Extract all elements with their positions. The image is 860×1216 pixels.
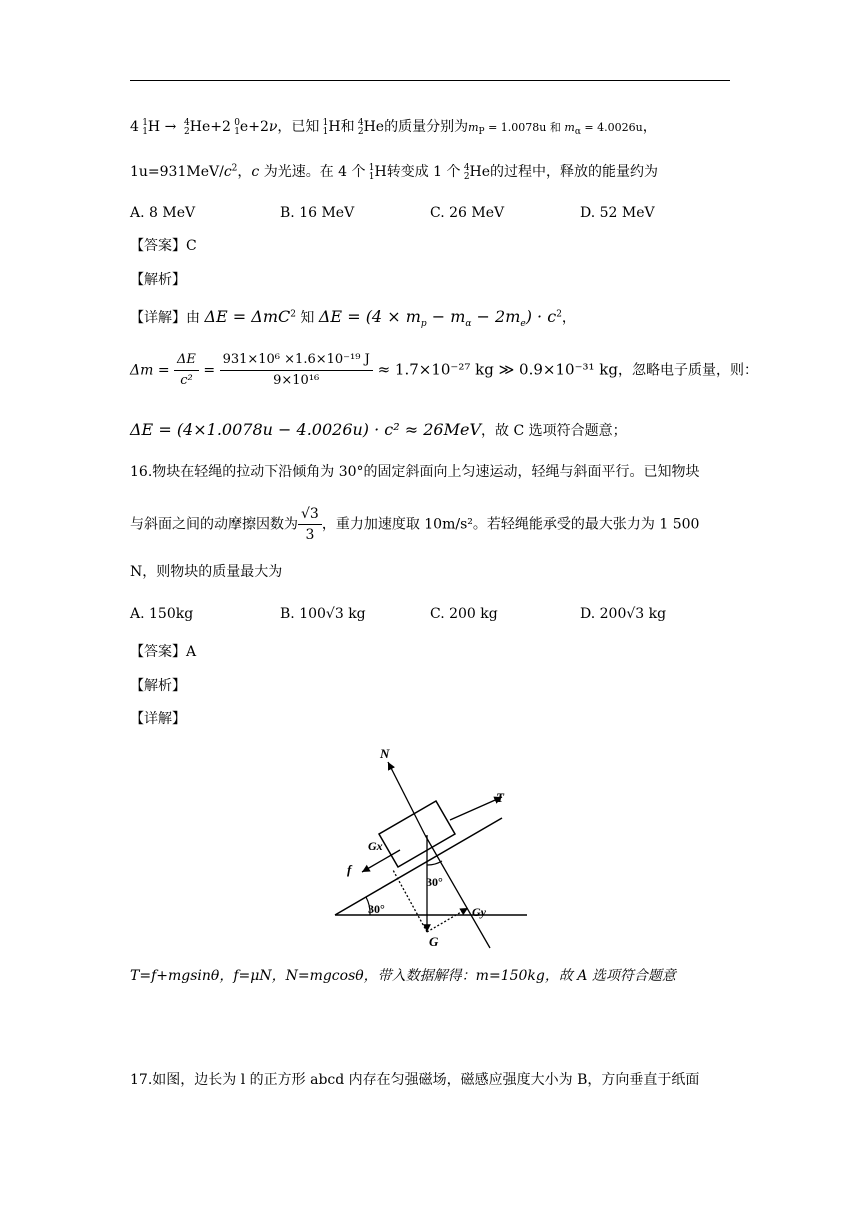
q15-energy-line: ΔE = (4×1.0078u − 4.0026u) · c² ≈ 26MeV，故 C 选项符合题意； <box>130 420 627 439</box>
label-gy: Gy <box>472 905 486 919</box>
q15-option-c: C. 26 MeV <box>430 205 505 221</box>
q16-option-a: A. 150kg <box>130 606 194 622</box>
header-rule <box>130 80 730 81</box>
q16-question-line2: 与斜面之间的动摩擦因数为 $\frac{√3}{3}$ ，重力加速度取 10m/s²。若轻绳能承受的最大张力为 1 500 <box>130 506 700 543</box>
q15-option-a: A. 8 MeV <box>130 205 196 221</box>
q15-option-d: D. 52 MeV <box>580 205 655 221</box>
gy-dotted <box>427 908 468 932</box>
q15-reaction-line: 4 1 1 H → 4 2 He+2 0 1 e+2ν，已知 1 1 H和 4 2 He的质量分别为$m_P = 1.0078u$ 和 $m_\alpha = 4.0026u$， <box>130 118 657 138</box>
q16-option-d: D. 200√3 kg <box>580 606 667 622</box>
q15-question-line: $1u=931MeV/c^2$，c 为光速。在 4 个 1 1 H转变成 1 个 4 2 He的过程中，释放的能量约为 <box>130 163 659 182</box>
label-n: N <box>380 746 390 761</box>
q16-answer: 【答案】A <box>130 644 197 660</box>
q15-option-b: B. 16 MeV <box>280 205 355 221</box>
q15-answer: 【答案】C <box>130 238 197 254</box>
q16-detail-label: 【详解】 <box>130 711 186 727</box>
label-f: f <box>347 862 352 877</box>
label-g: G <box>429 934 439 949</box>
q16-analysis-label: 【解析】 <box>130 678 186 694</box>
force-diagram <box>330 740 530 955</box>
q15-analysis-label: 【解析】 <box>130 272 186 288</box>
label-angle-base: 30° <box>368 902 385 916</box>
q16-question-line3: N，则物块的质量最大为 <box>130 564 283 580</box>
q16-question-line1: 16.物块在轻绳的拉动下沿倾角为 30°的固定斜面向上匀速运动，轻绳与斜面平行。已知物块 <box>130 464 700 480</box>
normal-force-arrow <box>388 762 425 835</box>
q16-caption: T=f+mgsinθ，f=μN，N=mgcosθ，带入数据解得：m=150kg，故 A 选项符合题意 <box>130 968 676 984</box>
q16-option-c: C. 200 kg <box>430 606 498 622</box>
q15-mass-defect-line: Δm = $\frac{\Delta E}{\text{c²}}$ = $\frac{\text{931×10⁶ ×1.6×10⁻¹⁹ J}}{\text{9×10¹⁶}}$ ≈ 1.7×10⁻²⁷ kg ≫ 0.9×10⁻³¹ kg，忽略电子质量，则： <box>130 352 758 388</box>
tension-arrow <box>450 797 502 820</box>
normal-axis-line <box>425 835 490 948</box>
label-t: T <box>496 790 504 805</box>
block <box>379 801 455 867</box>
q16-option-b: B. 100√3 kg <box>280 606 366 622</box>
label-angle-top: 30° <box>426 875 443 889</box>
label-gx: Gx <box>368 839 383 853</box>
gx-dotted <box>393 870 427 932</box>
incline-line <box>335 818 502 915</box>
angle-arc-top <box>427 861 442 865</box>
q15-detail-line1: 【详解】由 ΔE = ΔmC$^2$ 知 $\Delta E = (4 \times m_p - m_\alpha - 2m_e) \cdot c^2$， <box>130 307 576 330</box>
q17-question-line1: 17.如图，边长为 l 的正方形 abcd 内存在匀强磁场，磁感应强度大小为 B，方向垂直于纸面 <box>130 1072 700 1088</box>
